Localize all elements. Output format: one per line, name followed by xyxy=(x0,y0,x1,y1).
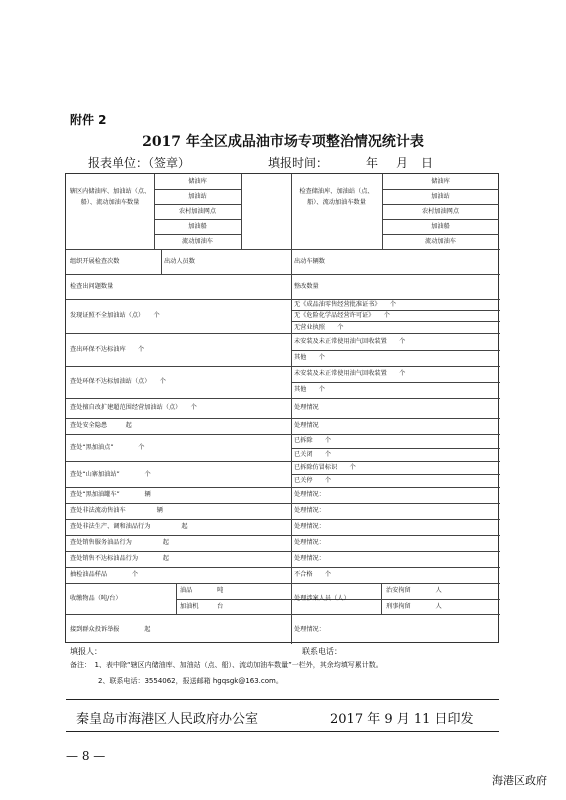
left-item-boat: 加油船 xyxy=(188,223,207,230)
note-2: 2、联系电话：3554062，报送邮箱 hgqsgk@163.com。 xyxy=(98,677,283,685)
rectify-label: 整改数量 xyxy=(294,283,319,290)
black-station-label: 查处“黑加油点” 个 xyxy=(70,444,145,451)
unqualified-label: 不合格 个 xyxy=(294,571,332,578)
personnel-label: 出动人员数 xyxy=(164,258,195,265)
problems-label: 检查出问题数量 xyxy=(70,283,114,290)
sample-label: 抽检油品样品 个 xyxy=(70,571,139,578)
right-item-truck: 流动加油车 xyxy=(425,238,456,245)
illegal-service-handling: 处理情况： xyxy=(294,539,325,546)
fill-day: 日 xyxy=(421,156,434,170)
report-unit: 报表单位：（签章） xyxy=(88,156,191,170)
reports-label: 接到群众投诉举报 起 xyxy=(70,626,151,633)
substandard-handling: 处理情况： xyxy=(294,555,325,562)
black-tanker-handling: 处理情况： xyxy=(294,491,325,498)
substandard-label: 查处销售不达标油品行为 起 xyxy=(70,555,169,562)
footer-date: 2017 年 9 月 11 日印发 xyxy=(330,712,474,727)
fake-station-brand-removed: 已拆除仿冒标识 个 xyxy=(294,464,356,471)
footer-rule-top xyxy=(66,699,499,700)
reports-handling: 处理情况： xyxy=(294,626,325,633)
footer-rule-bottom xyxy=(66,731,499,732)
fill-year: 年 xyxy=(366,156,379,170)
fake-station-label: 查处“山寨加油站” 个 xyxy=(70,471,151,478)
illegal-blend-handling: 处理情况： xyxy=(294,523,325,530)
expansion-handling: 处理情况 xyxy=(294,404,319,411)
env-depot-vapor: 未安装及未正常使用油气回收装置 个 xyxy=(294,338,406,345)
black-station-removed: 已拆除 个 xyxy=(294,437,332,444)
note-1: 备注： 1、表中除“辖区内储油库、加油站（点、船）、流动加油车数量”一栏外，其余均填写累计数。 xyxy=(70,661,383,669)
safety-hazard-label: 查处安全隐患 起 xyxy=(70,422,132,429)
criminal-label: 刑事拘留 人 xyxy=(386,603,442,610)
black-station-closed: 已关闭 个 xyxy=(294,451,332,458)
persons-label: 处理涉案人员（人） xyxy=(294,595,350,602)
vehicles-label: 出动车辆数 xyxy=(294,258,325,265)
illegal-blend-label: 查处非法生产、调和油品行为 起 xyxy=(70,523,188,530)
no-retail-license: 无《成品油零售经营批准证书》 个 xyxy=(294,301,397,308)
safety-handling: 处理情况 xyxy=(294,422,319,429)
incomplete-license-label: 发现证照不全加油站（点） 个 xyxy=(70,312,160,319)
env-station-other: 其他 个 xyxy=(294,386,325,393)
right-item-boat: 加油船 xyxy=(431,223,450,230)
expansion-label: 查处擅自改扩建超范围经营加油站（点） 个 xyxy=(70,404,197,411)
confiscate-label: 收缴物品（吨/台） xyxy=(70,595,122,602)
black-tanker-label: 查处“黑加油罐车” 辆 xyxy=(70,491,151,498)
env-depot-label: 查出环保不达标油库 个 xyxy=(70,346,145,353)
illegal-mobile-label: 查处非法流动售油车 辆 xyxy=(70,507,163,514)
env-depot-other: 其他 个 xyxy=(294,354,325,361)
document-title: 2017 年全区成品油市场专项整治情况统计表 xyxy=(142,134,424,150)
illegal-service-label: 查处销售服务油品行为 起 xyxy=(70,539,169,546)
right-item-depot: 储油库 xyxy=(431,178,450,185)
right-item-station: 加油站 xyxy=(431,193,450,200)
no-business-license: 无营业执照 个 xyxy=(294,324,344,331)
footer-organization: 秦皇岛市海港区人民政府办公室 xyxy=(76,712,259,727)
illegal-mobile-handling: 处理情况： xyxy=(294,507,325,514)
right-item-rural: 农村加油网点 xyxy=(421,208,460,215)
watermark: 海港区政府 xyxy=(492,774,547,787)
left-item-depot: 储油库 xyxy=(188,178,207,185)
inspections-label: 组织开展检查次数 xyxy=(70,258,120,265)
statistics-table xyxy=(65,173,499,643)
annex-label: 附件 2 xyxy=(70,113,107,127)
env-station-label: 查处环保不达标加油站（点） 个 xyxy=(70,378,166,385)
fake-station-stopped: 已关停 个 xyxy=(294,477,332,484)
contact-label: 联系电话： xyxy=(302,647,342,656)
fill-month: 月 xyxy=(396,156,409,170)
left-group-label: 辖区内储油库、加油站（点、船）、流动加油车数量 xyxy=(69,188,151,206)
right-group-label: 检查储油库、加油站（点、船）、流动加油车数量 xyxy=(299,188,374,206)
left-item-truck: 流动加油车 xyxy=(182,238,213,245)
env-station-vapor: 未安装及未正常使用油气回收装置 个 xyxy=(294,370,406,377)
page-number: — 8 — xyxy=(66,749,106,763)
confiscate-oil: 油品 吨 xyxy=(180,587,224,594)
left-item-rural: 农村加油网点 xyxy=(178,208,217,215)
signer-label: 填报人： xyxy=(70,647,102,656)
confiscate-machine: 加油机 台 xyxy=(180,603,224,610)
no-hazmat-license: 无《危险化学品经营许可证》 个 xyxy=(294,312,390,319)
detain-label: 治安拘留 人 xyxy=(386,587,442,594)
left-item-station: 加油站 xyxy=(188,193,207,200)
fill-time-label: 填报时间： xyxy=(268,156,329,170)
